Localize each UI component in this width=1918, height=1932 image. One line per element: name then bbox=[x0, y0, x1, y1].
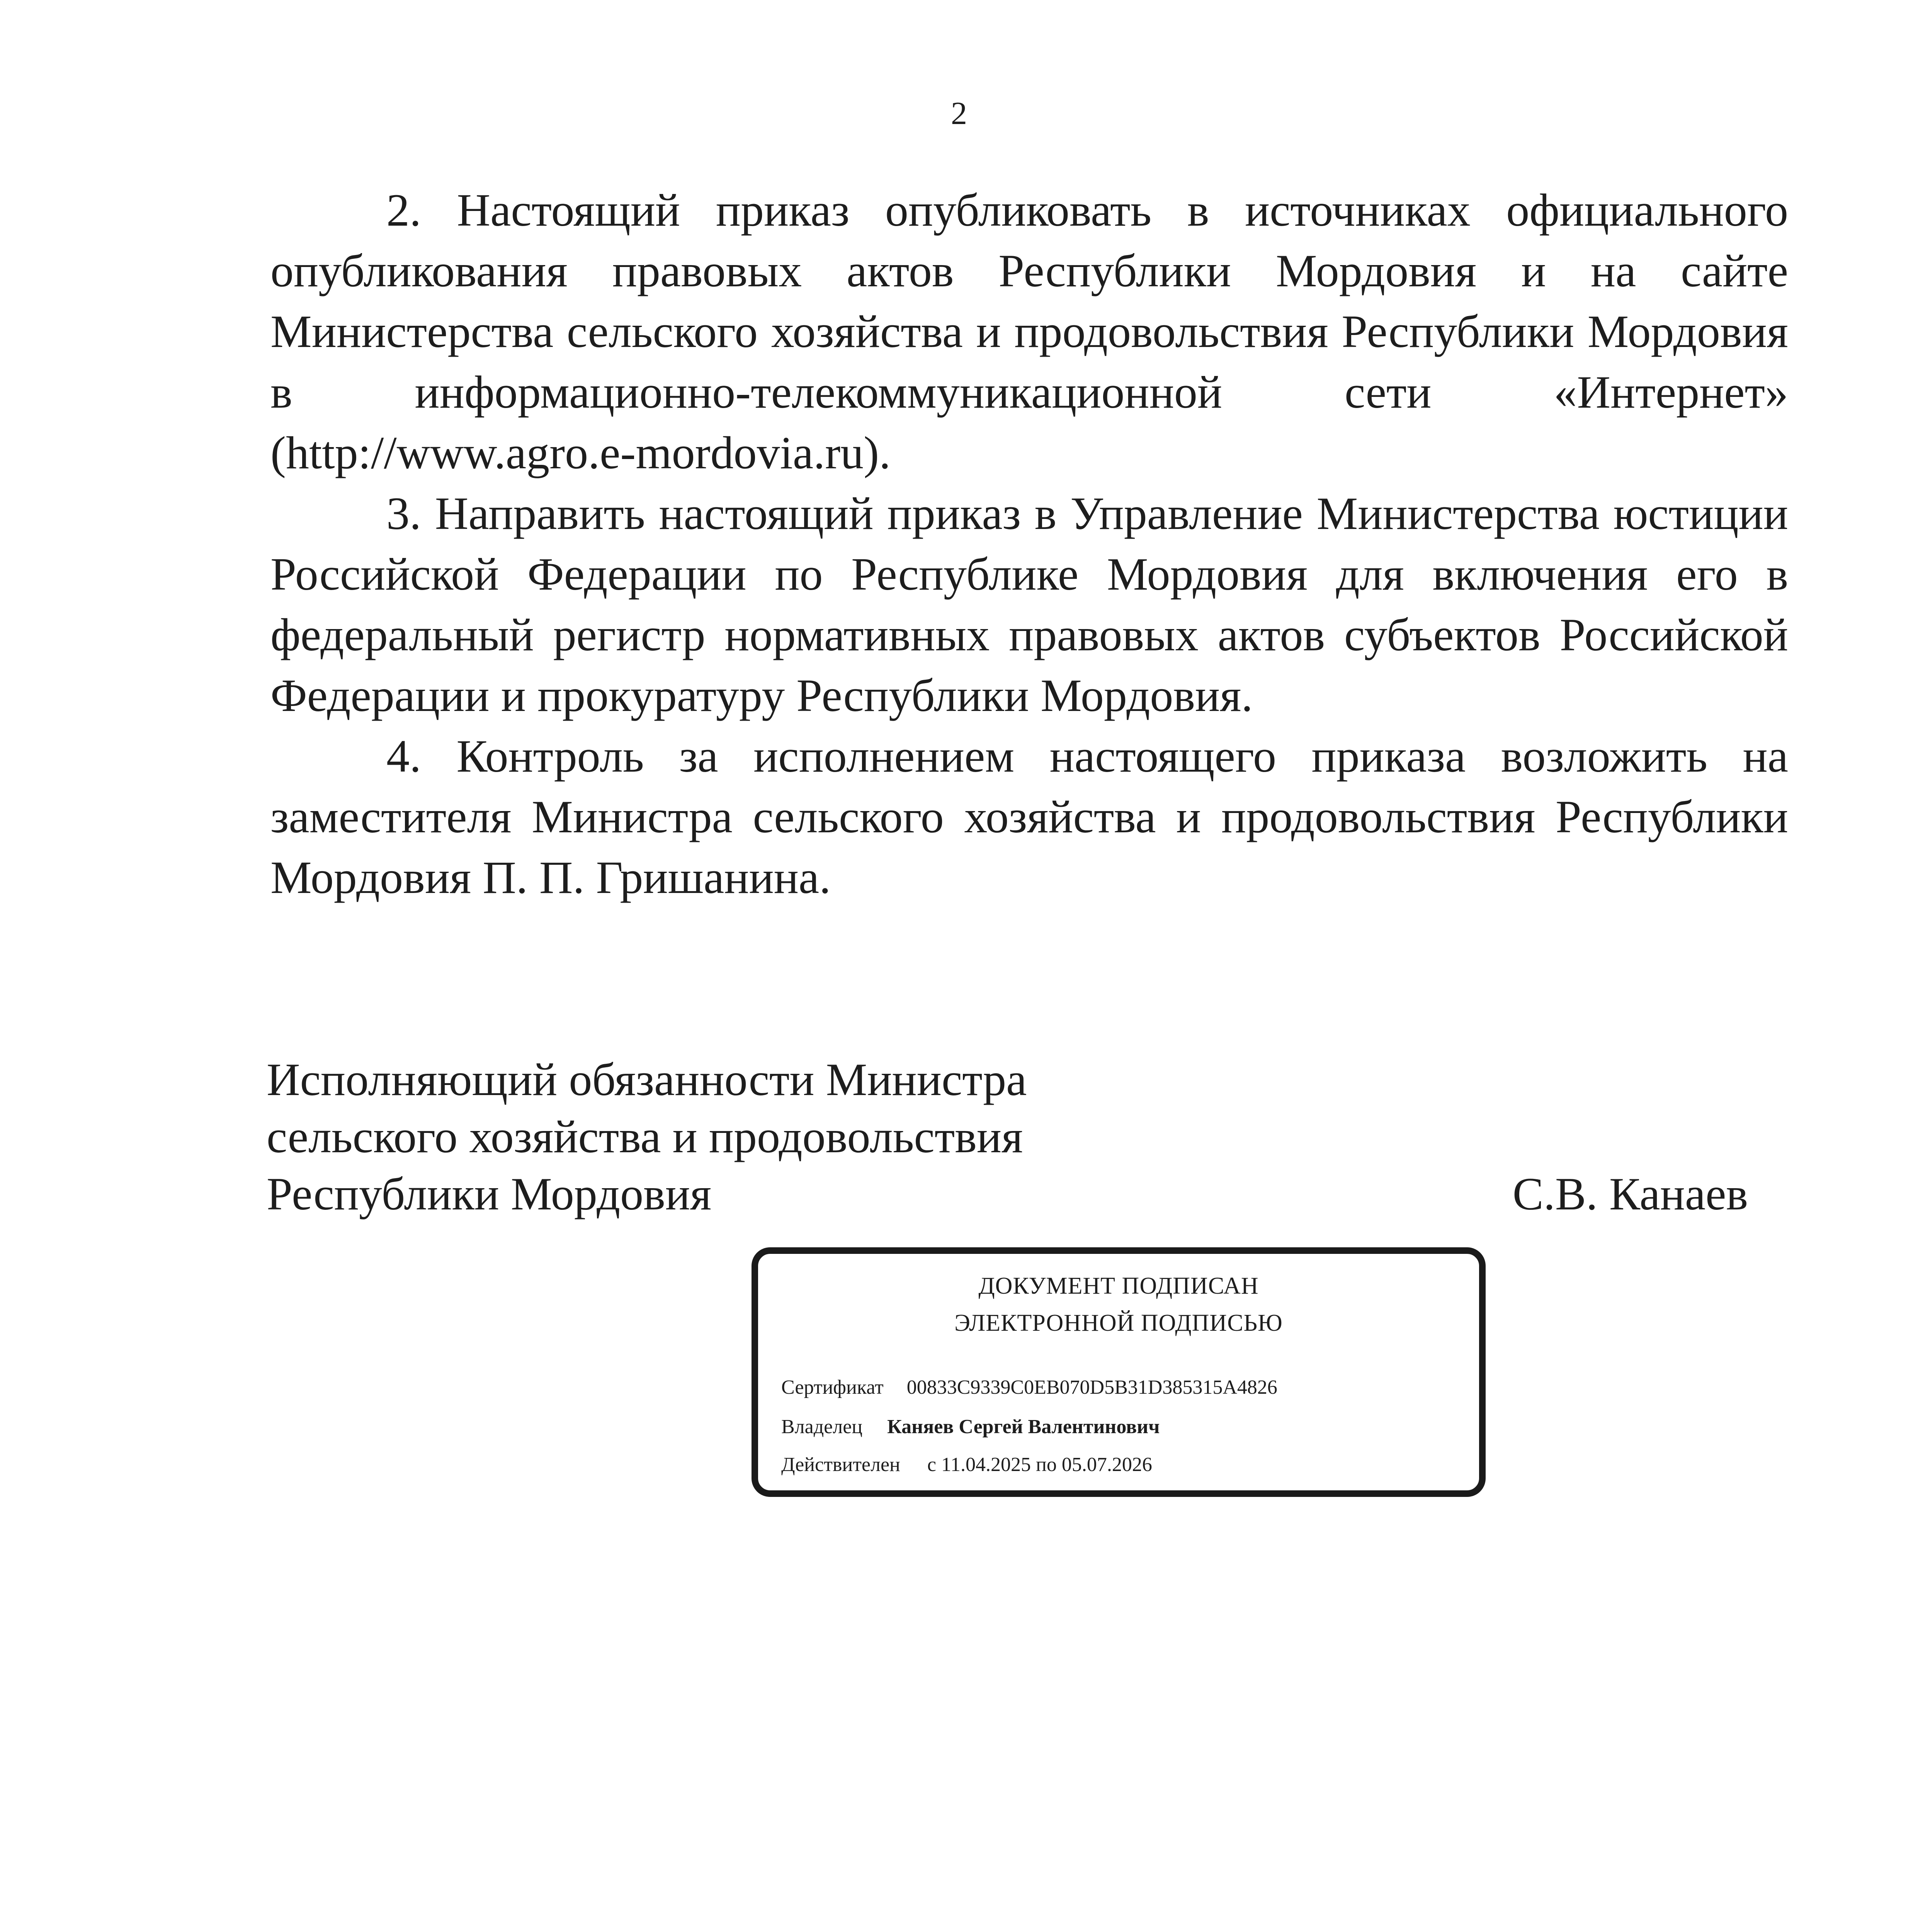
validity-value: с 11.04.2025 по 05.07.2026 bbox=[927, 1454, 1152, 1476]
owner-label: Владелец bbox=[781, 1416, 863, 1438]
signatory-position-line: Республики Мордовия bbox=[267, 1168, 712, 1219]
signatory-position-line: Исполняющий обязанности Министра bbox=[267, 1054, 1027, 1105]
paragraph-publication: 2. Настоящий приказ опубликовать в источниках официального опубликования правовых актов Республики Мордовия и на сайте Министерства сельского хозяйства и продовольствия Республики Мордовия в информационно-телекоммуникационной сети «Интернет» (http://www.agro.e-mordovia.ru). bbox=[270, 184, 1788, 478]
owner-value: Каняев Сергей Валентинович bbox=[887, 1416, 1160, 1438]
certificate-value: 00833C9339C0EB070D5B31D385315A4826 bbox=[906, 1376, 1277, 1398]
validity-label: Действителен bbox=[781, 1454, 900, 1476]
signatory-position-line: сельского хозяйства и продовольствия bbox=[267, 1111, 1023, 1162]
page-number: 2 bbox=[951, 95, 967, 131]
stamp-subtitle: ЭЛЕКТРОННОЙ ПОДПИСЬЮ bbox=[954, 1310, 1283, 1336]
paragraph-registration: 3. Направить настоящий приказ в Управление Министерства юстиции Российской Федерации по Республике Мордовия для включения его в федеральный регистр нормативных правовых актов субъектов Российской Федерации и прокуратуру Республики Мордовия. bbox=[270, 488, 1788, 721]
stamp-validity-row bbox=[781, 1455, 1152, 1475]
stamp-title: ДОКУМЕНТ ПОДПИСАН bbox=[978, 1273, 1259, 1299]
stamp-certificate-row bbox=[781, 1378, 1277, 1398]
certificate-label: Сертификат bbox=[781, 1376, 884, 1398]
document-body bbox=[270, 180, 1788, 908]
signatory-name: С.В. Канаев bbox=[1512, 1168, 1748, 1219]
electronic-signature-stamp bbox=[752, 1247, 1486, 1497]
paragraph-control: 4. Контроль за исполнением настоящего приказа возложить на заместителя Министра сельского хозяйства и продовольствия Республики Мордовия П. П. Гришанина. bbox=[270, 730, 1788, 903]
signatory-position bbox=[267, 1051, 1039, 1223]
stamp-owner-row bbox=[781, 1417, 1160, 1437]
